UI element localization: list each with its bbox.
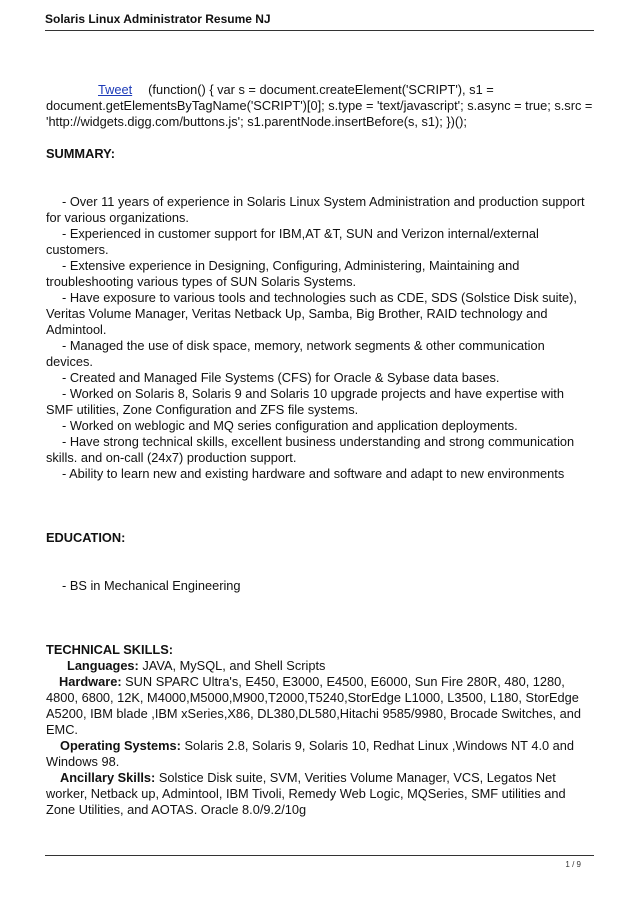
page-number: 1 / 9 [565, 860, 581, 869]
skill-label: Hardware: [59, 674, 122, 689]
summary-item: - Have strong technical skills, excellent business understanding and strong communication skills. and on-call (24x7) production support. [46, 434, 575, 465]
footer-divider [45, 855, 594, 856]
skill-hardware [46, 674, 594, 738]
summary-item: - Worked on Solaris 8, Solaris 9 and Solaris 10 upgrade projects and have expertise with SMF utilities, Zone Configuration and ZFS file systems. [46, 386, 564, 417]
page-header-title: Solaris Linux Administrator Resume NJ [45, 12, 271, 26]
summary-heading: SUMMARY: [46, 146, 115, 161]
summary-item: - Have exposure to various tools and technologies such as CDE, SDS (Solstice Disk suite), Veritas Volume Manager, Veritas Netback Up, Samba, Big Brother, RAID technology and Admintool. [46, 290, 577, 337]
resume-body [46, 82, 594, 818]
skill-text: Solaris 2.8, Solaris 9, Solaris 10, Redhat Linux ,Windows NT 4.0 and Windows 98. [46, 738, 575, 769]
skill-text: SUN SPARC Ultra's, E450, E3000, E4500, E6000, Sun Fire 280R, 480, 1280, 4800, 6800, 12K, M4000,M5000,M900,T2000,T5240,StorEdge L1000, L3500, L180, StorEdge A5200, IBM blade ,IBM xSeries,X86, DL380,DL580,Hitachi 9585/9980, Brocade Switches, and EMC. [46, 674, 581, 737]
header-divider [45, 30, 594, 31]
skill-label: Operating Systems: [60, 738, 181, 753]
summary-item: - Managed the use of disk space, memory, network segments & other communication devices. [46, 338, 545, 369]
summary-item: - Ability to learn new and existing hardware and software and adapt to new environments [62, 466, 565, 481]
skill-text: Solstice Disk suite, SVM, Verities Volume Manager, VCS, Legatos Net worker, Netback up, Admintool, IBM Tivoli, Remedy Web Logic, MQSeries, SMF utilities and Zone Utilities, and AOTAS. Oracle 8.0/9.2/10g [46, 770, 566, 817]
skill-ancillary [46, 770, 594, 818]
summary-list [46, 194, 594, 482]
skill-operating-systems [46, 738, 594, 770]
education-list [46, 578, 594, 594]
skill-languages [46, 658, 594, 674]
skill-label: Languages: [67, 658, 139, 673]
summary-item: - Worked on weblogic and MQ series configuration and application deployments. [62, 418, 518, 433]
summary-item: - Extensive experience in Designing, Configuring, Administering, Maintaining and troubleshooting various types of SUN Solaris Systems. [46, 258, 520, 289]
skill-text: JAVA, MySQL, and Shell Scripts [138, 658, 326, 673]
summary-item: - Created and Managed File Systems (CFS) for Oracle & Sybase data bases. [62, 370, 500, 385]
skills-heading: TECHNICAL SKILLS: [46, 642, 174, 657]
summary-item: - Experienced in customer support for IBM,AT &T, SUN and Verizon internal/external customers. [46, 226, 539, 257]
skills-list [46, 658, 594, 818]
tweet-link[interactable]: Tweet [98, 82, 133, 97]
skill-label: Ancillary Skills: [60, 770, 156, 785]
education-heading: EDUCATION: [46, 530, 126, 545]
summary-item: - Over 11 years of experience in Solaris Linux System Administration and production support for various organizations. [46, 194, 585, 225]
embed-script-text: (function() { var s = document.createElement('SCRIPT'), s1 = document.getElementsByTagName('SCRIPT')[0]; s.type = 'text/javascript'; s.async = true; s.src = 'http://widgets.digg.com/buttons.js'; s1.parentNode.insertBefore(s, s1); })(); [46, 82, 593, 129]
tweet-line [46, 82, 594, 130]
education-item: - BS in Mechanical Engineering [62, 578, 241, 593]
